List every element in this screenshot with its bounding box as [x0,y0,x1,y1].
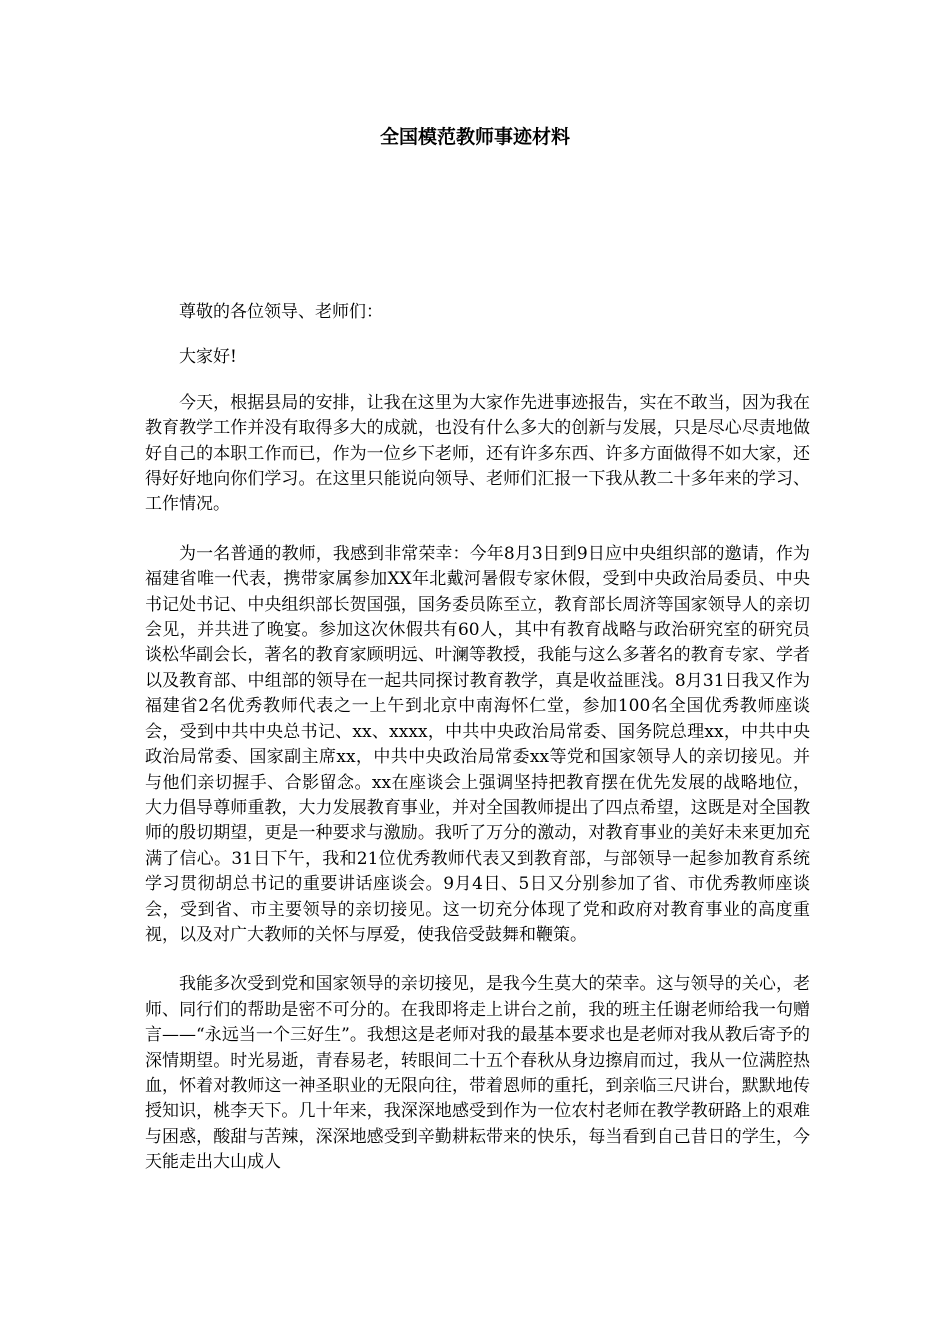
greeting-line: 大家好! [179,347,237,368]
body-paragraph: 我能多次受到党和国家领导的亲切接见，是我今生莫大的荣幸。这与领导的关心，老师、同行们的帮助是密不可分的。在我即将走上讲台之前，我的班主任谢老师给我一句赠言——“永远当一个三好生”。我想这是老师对我的最基本要求也是老师对我从教后寄予的深情期望。时光易逝，青春易老，转眼间二十五个春秋从身边擦肩而过，我从一位满腔热血，怀着对教师这一神圣职业的无限向往，带着恩师的重托，到亲临三尺讲台，默默地传授知识，桃李天下。几十年来，我深深地感受到作为一位农村老师在教学教研路上的艰难与困惑，酸甜与苦辣，深深地感受到辛勤耕耘带来的快乐，每当看到自己昔日的学生，今天能走出大山成人 [145,974,810,1173]
salutation-line: 尊敬的各位领导、老师们： [179,302,383,322]
document-title: 全国模范教师事迹材料 [379,126,570,148]
body-paragraph: 今天，根据县局的安排，让我在这里为大家作先进事迹报告，实在不敢当，因为我在教育教学工作并没有取得多大的成就，也没有什么多大的创新与发展，只是尽心尽责地做好自己的本职工作而已，作为一位乡下老师，还有许多东西、许多方面做得不如大家，还得好好地向你们学习。在这里只能说向领导、老师们汇报一下我从教二十多年来的学习、工作情况。 [145,392,810,515]
body-paragraph: 为一名普通的教师，我感到非常荣幸：今年8月3日到9日应中央组织部的邀请，作为福建省唯一代表，携带家属参加XX年北戴河暑假专家休假，受到中央政治局委员、中央书记处书记、中央组织部长贺国强，国务委员陈至立，教育部长周济等国家领导人的亲切会见，并共进了晚宴。参加这次休假共有60人，其中有教育战略与政治研究室的研究员谈松华副会长，著名的教育家顾明远、叶澜等教授，我能与这么多著名的教育专家、学者以及教育部、中组部的领导在一起共同探讨教育教学，真是收益匪浅。8月31日我又作为福建省2名优秀教师代表之一上午到北京中南海怀仁堂，参加100名全国优秀教师座谈会，受到中共中央总书记、xx、xxxx，中共中央政治局常委、国务院总理xx，中共中央政治局常委、国家副主席xx，中共中央政治局常委xx等党和国家领导人的亲切接见。并与他们亲切握手、合影留念。xx在座谈会上强调坚持把教育摆在优先发展的战略地位，大力倡导尊师重教，大力发展教育事业，并对全国教师提出了四点希望，这既是对全国教师的殷切期望，更是一种要求与激励。我听了万分的激动，对教育事业的美好未来更加充满了信心。31日下午，我和21位优秀教师代表又到教育部，与部领导一起参加教育系统学习贯彻胡总书记的重要讲话座谈会。9月4日、5日又分别参加了省、市优秀教师座谈会，受到省、市主要领导的亲切接见。这一切充分体现了党和政府对教育事业的高度重视，以及对广大教师的关怀与厚爱，使我倍受鼓舞和鞭策。 [145,543,810,945]
document-body [145,300,810,1200]
